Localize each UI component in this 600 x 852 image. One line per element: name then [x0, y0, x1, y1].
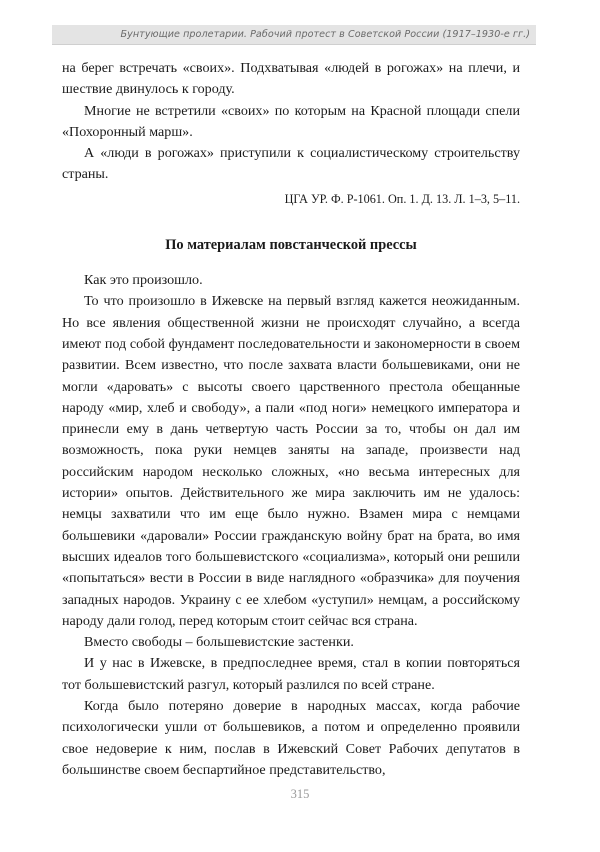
section-title: По материалам повстанческой прессы [165, 236, 417, 253]
paragraph: Многие не встретили «своих» по которым на Красной площади спели «Похоронный марш». [62, 102, 520, 140]
paragraph: Как это произошло. [84, 272, 203, 289]
running-header [52, 25, 536, 45]
paragraph: на берег встречать «своих». Подхватывая «людей в рогожах» на плечи, и шествие двинулось к городу. [62, 60, 520, 98]
running-header-title: Бунтующие пролетарии. Рабочий протест в Советской России (1917–1930-е гг.) [120, 29, 530, 40]
page-number: 315 [290, 787, 310, 801]
paragraph: И у нас в Ижевске, в предпоследнее время, стал в копии повторяться тот большевистский разгул, который разлился по всей стране. [62, 655, 520, 693]
archive-citation: ЦГА УР. Ф. Р-1061. Оп. 1. Д. 13. Л. 1–3, 5–11. [284, 191, 520, 206]
page-body [62, 58, 520, 781]
paragraph: То что произошло в Ижевске на первый взгляд кажется неожиданным. Но все явления общественной жизни не происходят случайно, а всегда имеют под собой фундамент последовательности и закономерности в своем развитии. Всем известно, что после захвата власти большевиками, они не могли «даровать» с высоты своего царственного престола обещанные народу «мир, хлеб и свободу», а пали «под ноги» немецкого императора и принесли ему в дань четвертую часть России за то, чтобы он дал им возможность, пока руки немцев заняты на западе, произвести над российским народом несколько сложных, «но весьма интересных для истории» опытов. Действительного же мира заключить им не удалось: немцы захватили что им еще было нужно. Взамен мира с немцами большевики «даровали» России гражданскую войну брат на брата, во имя высших идеалов того большевистского «социализма», который они решили «попытаться» вести в России в виде наглядного «образчика» для поучения западных народов. Украину с ее хлебом «уступил» немцам, а российскому народу дали голод, перед которым стоит сейчас вся страна. [62, 293, 520, 629]
paragraph: Когда было потеряно доверие в народных массах, когда рабочие психологически ушли от большевиков, а потом и определенно проявили свое недоверие к ним, послав в Ижевский Совет Рабочих депутатов в большинстве своем беспартийное представительство, [62, 698, 520, 778]
paragraph: Вместо свободы – большевистские застенки. [84, 634, 354, 651]
paragraph: А «люди в рогожах» приступили к социалистическому строительству страны. [62, 145, 520, 183]
